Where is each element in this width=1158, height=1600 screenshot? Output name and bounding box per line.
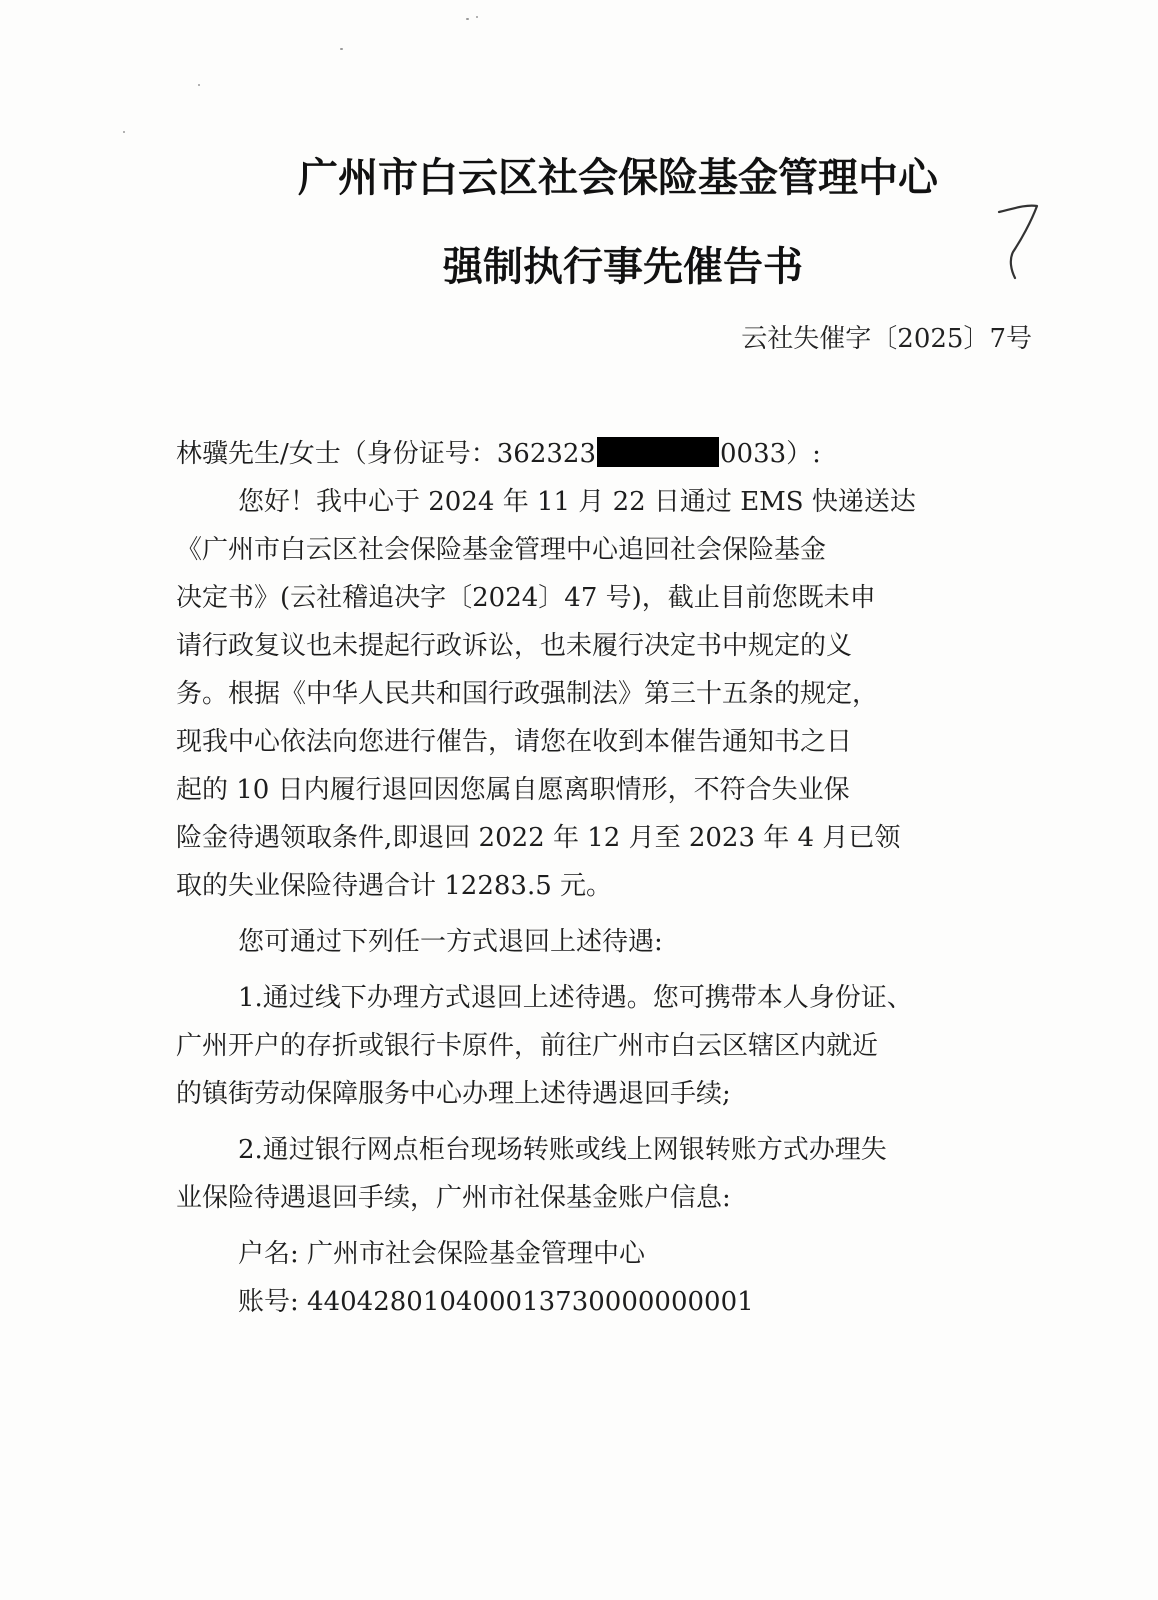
- paragraph-line: 起的 10 日内履行退回因您属自愿离职情形，不符合失业保: [176, 775, 850, 805]
- paragraph-methods-intro: 您可通过下列任一方式退回上述待遇:: [238, 927, 663, 957]
- paragraph-line: 取的失业保险待遇合计 12283.5 元。: [176, 871, 613, 901]
- paragraph-notice: [176, 478, 1026, 910]
- scan-speck: [198, 84, 200, 86]
- paragraph-line: 决定书》(云社稽追决字〔2024〕47 号)，截止目前您既未申: [176, 583, 876, 613]
- paragraph-line: 您好！我中心于 2024 年 11 月 22 日通过 EMS 快递送达: [238, 487, 916, 517]
- scan-speck: [476, 16, 478, 18]
- addressee-suffix: 0033）:: [720, 439, 821, 469]
- account-number: 账号: 440428010400013730000000001: [238, 1287, 754, 1317]
- paragraph-line: 1.通过线下办理方式退回上述待遇。您可携带本人身份证、: [238, 983, 913, 1013]
- document-number: 云社失催字〔2025〕7号: [741, 324, 1032, 354]
- paragraph-line: 2.通过银行网点柜台现场转账或线上网银转账方式办理失: [238, 1135, 887, 1165]
- document-title-line2: 强制执行事先催告书: [443, 243, 803, 290]
- addressee-line: [176, 430, 1026, 478]
- document-title-line1: 广州市白云区社会保险基金管理中心: [298, 154, 938, 201]
- paragraph-line: 请行政复议也未提起行政诉讼，也未履行决定书中规定的义: [176, 631, 853, 661]
- paragraph-line: 业保险待遇退回手续，广州市社保基金账户信息:: [176, 1183, 731, 1213]
- document-body: [176, 430, 1026, 1326]
- paragraph-line: 务。根据《中华人民共和国行政强制法》第三十五条的规定，: [176, 679, 879, 709]
- paragraph-line: 广州开户的存折或银行卡原件，前往广州市白云区辖区内就近: [176, 1031, 879, 1061]
- paragraph-line: 现我中心依法向您进行催告，请您在收到本催告通知书之日: [176, 727, 853, 757]
- handwritten-seven-mark: [995, 200, 1045, 280]
- scan-speck: [123, 131, 125, 133]
- account-name: 户名: 广州市社会保险基金管理中心: [238, 1239, 646, 1269]
- paragraph-method-offline: [176, 974, 1026, 1118]
- paragraph-line: 险金待遇领取条件,即退回 2022 年 12 月至 2023 年 4 月已领: [176, 823, 901, 853]
- scan-speck: [340, 48, 343, 50]
- redaction-box: [597, 437, 719, 467]
- scan-speck: [466, 18, 469, 20]
- paragraph-line: 的镇街劳动保障服务中心办理上述待遇退回手续;: [176, 1079, 731, 1109]
- addressee-prefix: 林骥先生/女士（身份证号：362323: [176, 439, 597, 469]
- paragraph-method-bank: [176, 1126, 1026, 1222]
- paragraph-line: 《广州市白云区社会保险基金管理中心追回社会保险基金: [176, 535, 827, 565]
